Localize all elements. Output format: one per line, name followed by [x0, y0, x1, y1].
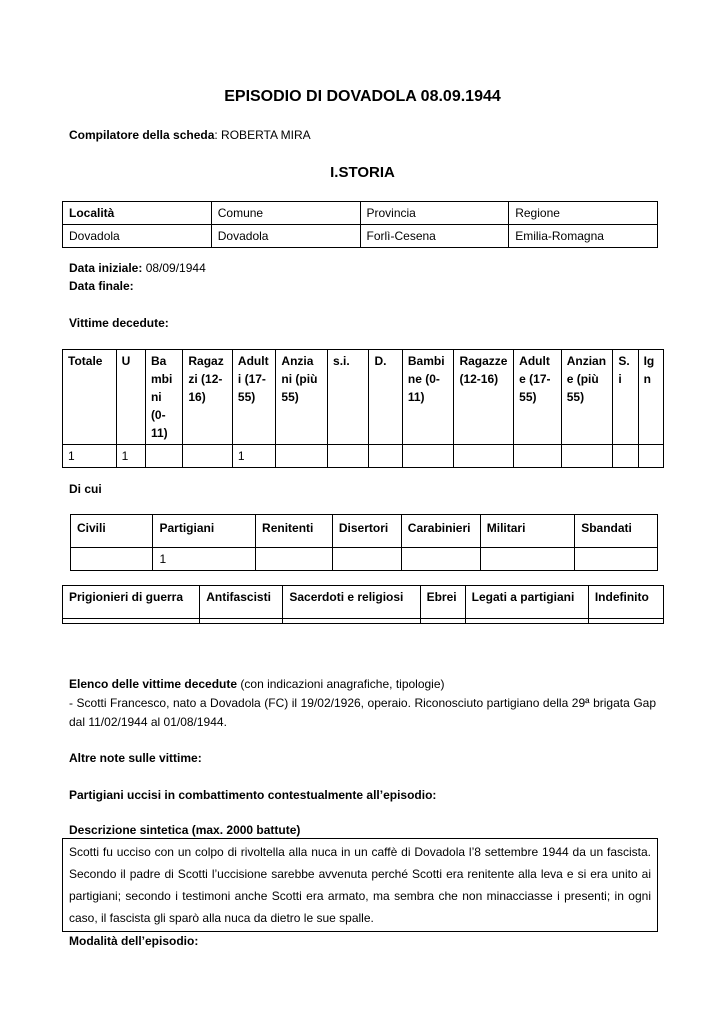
- category-header-cell: Sbandati: [575, 515, 658, 548]
- category-value-cell: [71, 548, 153, 571]
- category-value-cell: [332, 548, 401, 571]
- category-table-1: [70, 514, 658, 571]
- compilatore-line: [69, 128, 311, 142]
- compilatore-value: : ROBERTA MIRA: [214, 128, 311, 142]
- category-value-cell: [401, 548, 480, 571]
- descrizione-label: Descrizione sintetica (max. 2000 battute): [69, 823, 301, 837]
- category-header-cell: Civili: [71, 515, 153, 548]
- location-value-cell: Dovadola: [63, 225, 212, 248]
- data-iniziale-value: 08/09/1944: [142, 261, 206, 275]
- victims-value-cell: [613, 445, 638, 468]
- elenco-heading: [69, 677, 445, 691]
- victims-value-cell: [514, 445, 562, 468]
- descrizione-text: Scotti fu ucciso con un colpo di rivoltella alla nuca in un caffè di Dovadola l’8 settembre 1944 da un fascista. Secondo il padre di Scotti l’uccisione sarebbe avvenuta perché Scotti era renitente alla leva e si era unito ai partigiani; secondo i testimoni anche Scotti era armato, ma sembra che non minacciasse i presenti; in ogni caso, il fascista gli sparò alla nuca da dietro le sue spalle.: [62, 838, 658, 932]
- victims-value-cell: [145, 445, 182, 468]
- location-header-row: [63, 202, 658, 225]
- category-header-cell: Indefinito: [588, 586, 663, 619]
- victims-value-cell: 1: [63, 445, 117, 468]
- category-value-cell: [256, 548, 333, 571]
- victims-value-cell: 1: [232, 445, 276, 468]
- victims-header-cell: Ragazze (12-16): [454, 350, 514, 445]
- victims-value-cell: [183, 445, 233, 468]
- elenco-text: - Scotti Francesco, nato a Dovadola (FC) il 19/02/1926, operaio. Riconosciuto partigiano della 29ª brigata Gap dal 11/02/1944 al 01/08/1944.: [69, 696, 656, 729]
- location-header-cell: Provincia: [360, 202, 509, 225]
- category-table-2: [62, 585, 664, 624]
- data-finale-label: Data finale:: [69, 279, 134, 293]
- vittime-label: Vittime decedute:: [69, 316, 169, 330]
- category-value-cell: [420, 619, 465, 624]
- category-header-cell: Ebrei: [420, 586, 465, 619]
- elenco-note: (con indicazioni anagrafiche, tipologie): [237, 677, 445, 691]
- victims-value-cell: [369, 445, 402, 468]
- modalita-label: Modalità dell’episodio:: [69, 934, 199, 948]
- partigiani-uccisi-label: Partigiani uccisi in combattimento contestualmente all’episodio:: [69, 788, 437, 802]
- victims-header-cell: Adult i (17- 55): [232, 350, 276, 445]
- victims-value-cell: [638, 445, 663, 468]
- category-header-cell: Disertori: [332, 515, 401, 548]
- category-header-cell: Sacerdoti e religiosi: [283, 586, 420, 619]
- victims-header-cell: Ragaz zi (12- 16): [183, 350, 233, 445]
- victims-header-cell: s.i.: [328, 350, 369, 445]
- category-header-cell: Militari: [480, 515, 574, 548]
- category-value-cell: [588, 619, 663, 624]
- location-header-cell: Località: [63, 202, 212, 225]
- victims-value-cell: [454, 445, 514, 468]
- victims-header-row: [63, 350, 664, 445]
- location-value-cell: Emilia-Romagna: [509, 225, 658, 248]
- compilatore-label: Compilatore della scheda: [69, 128, 215, 142]
- category-2-value-row: [63, 619, 664, 624]
- victims-header-cell: Adult e (17- 55): [514, 350, 562, 445]
- document-title: EPISODIO DI DOVADOLA 08.09.1944: [224, 88, 501, 105]
- victims-header-cell: Ig n: [638, 350, 663, 445]
- victims-header-cell: Anzian e (più 55): [561, 350, 613, 445]
- category-value-cell: [480, 548, 574, 571]
- victims-header-cell: Totale: [63, 350, 117, 445]
- category-value-cell: [575, 548, 658, 571]
- location-header-cell: Comune: [211, 202, 360, 225]
- victims-value-row: [63, 445, 664, 468]
- victims-value-cell: [561, 445, 613, 468]
- category-value-cell: [200, 619, 283, 624]
- victims-header-cell: S. i: [613, 350, 638, 445]
- category-value-cell: [283, 619, 420, 624]
- victims-header-cell: Ba mbi ni (0- 11): [145, 350, 182, 445]
- category-2-header-row: [63, 586, 664, 619]
- victims-header-cell: D.: [369, 350, 402, 445]
- category-1-value-row: [71, 548, 658, 571]
- category-header-cell: Carabinieri: [401, 515, 480, 548]
- location-table: [62, 201, 658, 248]
- location-value-cell: Dovadola: [211, 225, 360, 248]
- location-header-cell: Regione: [509, 202, 658, 225]
- victims-header-cell: Bambi ne (0- 11): [402, 350, 454, 445]
- victims-value-cell: [276, 445, 328, 468]
- category-header-cell: Legati a partigiani: [465, 586, 588, 619]
- elenco-label: Elenco delle vittime decedute: [69, 677, 238, 691]
- victims-value-cell: 1: [116, 445, 145, 468]
- altre-note-label: Altre note sulle vittime:: [69, 751, 202, 765]
- victims-value-cell: [328, 445, 369, 468]
- category-value-cell: 1: [153, 548, 256, 571]
- category-header-cell: Partigiani: [153, 515, 256, 548]
- location-value-row: [63, 225, 658, 248]
- location-value-cell: Forlì-Cesena: [360, 225, 509, 248]
- category-value-cell: [465, 619, 588, 624]
- section-title: I.STORIA: [330, 164, 395, 181]
- category-1-header-row: [71, 515, 658, 548]
- data-iniziale-label: Data iniziale:: [69, 261, 143, 275]
- di-cui-label: Di cui: [69, 482, 102, 496]
- category-value-cell: [63, 619, 200, 624]
- victims-header-cell: Anzia ni (più 55): [276, 350, 328, 445]
- category-header-cell: Prigionieri di guerra: [63, 586, 200, 619]
- category-header-cell: Renitenti: [256, 515, 333, 548]
- victims-value-cell: [402, 445, 454, 468]
- data-iniziale: [69, 261, 206, 275]
- category-header-cell: Antifascisti: [200, 586, 283, 619]
- victims-table: [62, 349, 664, 468]
- victims-header-cell: U: [116, 350, 145, 445]
